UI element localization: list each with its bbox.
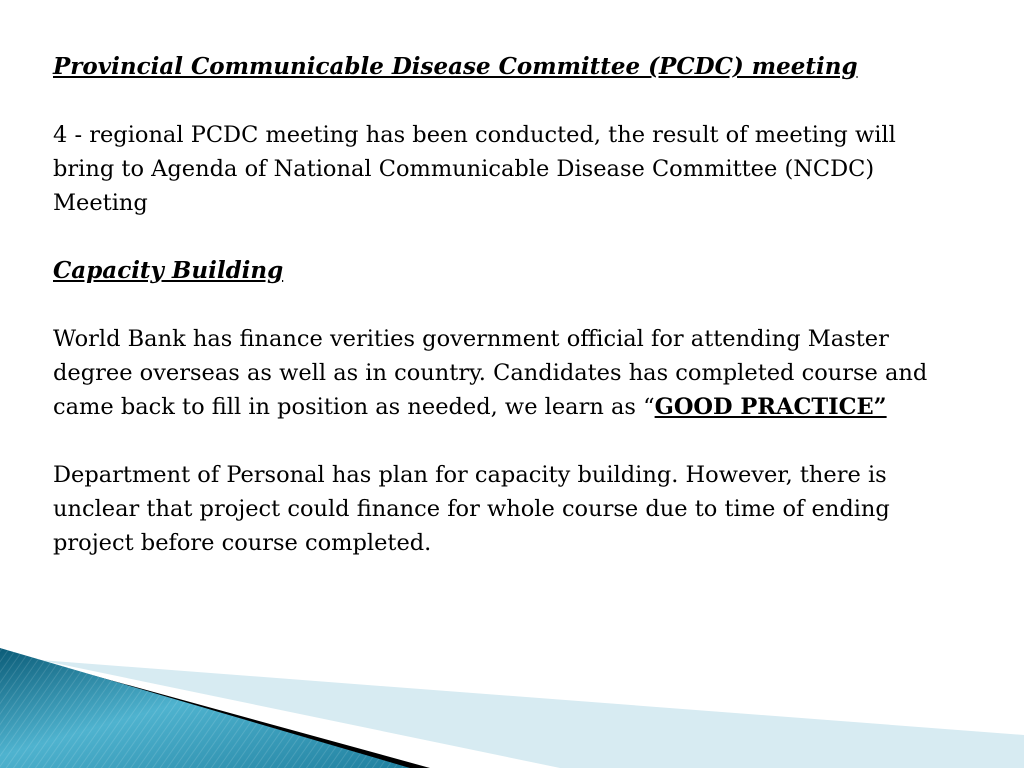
department-line-2: unclear that project could finance for whole course due to time of ending: [53, 496, 890, 522]
pcdc-line-1: 4 - regional PCDC meeting has been conducted, the result of meeting will: [53, 122, 896, 148]
department-line-3: project before course completed.: [53, 530, 432, 556]
department-line-1: Department of Personal has plan for capacity building. However, there is: [53, 462, 887, 488]
pcdc-heading: Provincial Communicable Disease Committee (PCDC) meeting: [53, 53, 858, 80]
pcdc-line-3: Meeting: [53, 190, 148, 216]
world-bank-line-2: degree overseas as well as in country. Candidates has completed course and: [53, 360, 928, 386]
department-paragraph: [53, 458, 953, 560]
slide-content: [53, 50, 953, 560]
pcdc-line-2: bring to Agenda of National Communicable Disease Committee (NCDC): [53, 156, 875, 182]
capacity-building-heading: Capacity Building: [53, 257, 284, 284]
world-bank-line-3: came back to fill in position as needed, we learn as “: [53, 394, 655, 420]
good-practice-emphasis: GOOD PRACTICE”: [654, 394, 887, 420]
world-bank-line-1: World Bank has finance verities government official for attending Master: [53, 326, 889, 352]
pcdc-paragraph: [53, 118, 953, 220]
corner-decoration: [0, 640, 1024, 768]
world-bank-paragraph: [53, 322, 953, 424]
